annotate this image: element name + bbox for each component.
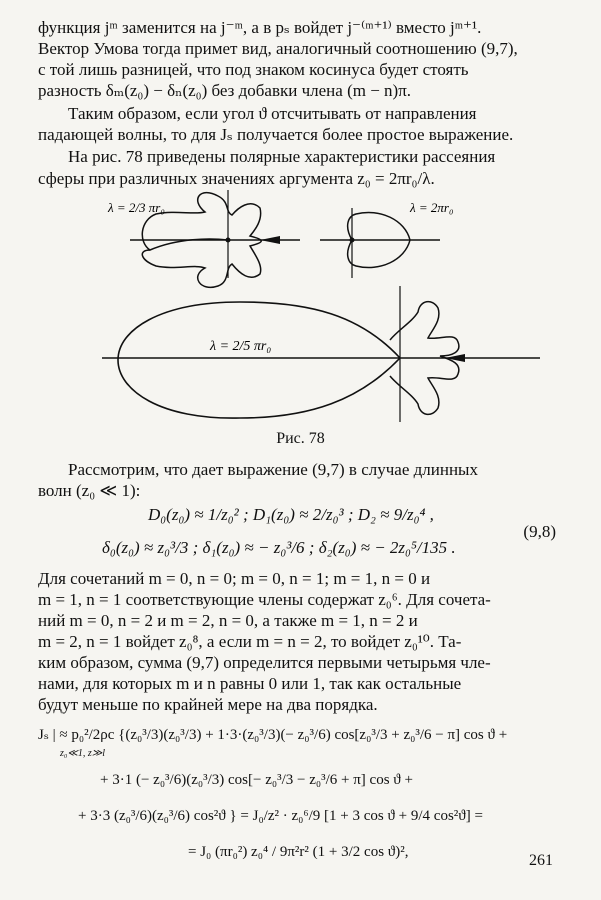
page-number: 261 [529,852,553,869]
text-line: с той лишь разницей, что под знаком косинуса будет стоять [38,60,469,79]
equation-final-line2: + 3·1 (− z₀³/6)(z₀³/3) cos[− z₀³/3 − z₀³/6 + π] cos ϑ + [100,772,413,788]
text-line: Вектор Умова тогда примет вид, аналогичный соотношению (9,7), [38,39,518,58]
text-line: m = 2, n = 1 войдет z₀⁸, а если m = n = 2, то войдет z₀¹⁰. Та- [38,632,462,651]
polar-diagram-c [102,286,540,422]
text-line: волн (z₀ ≪ 1): [38,481,141,500]
text-line: падающей волны, то для Jₛ получается более простое выражение. [38,125,514,144]
text-line: m = 1, n = 1 соответствующие члены содержат z₀⁶. Для сочета- [38,590,491,609]
text-line: На рис. 78 приведены полярные характеристики рассеяния [68,147,496,166]
text-line: будут меньше по крайней мере на два порядка. [38,695,378,714]
text-line: Рассмотрим, что дает выражение (9,7) в случае длинных [68,460,478,479]
polar-diagram-figure [60,190,550,425]
equation-final-line4: = J₀ (πr₀²) z₀⁴ / 9π²r² (1 + 3/2 cos ϑ)², [188,844,409,860]
text-line: функция jᵐ заменится на j⁻ᵐ, а в pₛ войдет j⁻⁽ᵐ⁺¹⁾ вместо jᵐ⁺¹. [38,18,482,37]
figure-label-c: λ = 2/5 πr₀ [210,339,272,354]
text-line: сферы при различных значениях аргумента z₀ = 2πr₀/λ. [38,169,435,188]
text-line: Таким образом, если угол ϑ отсчитывать от направления [68,104,477,123]
text-line: нами, для которых m и n равны 0 или 1, так как остальные [38,674,462,693]
equation-final-subscript: z₀≪1, z≫l [60,748,105,759]
equation-98-line2: δ₀(z₀) ≈ z₀³/3 ; δ₁(z₀) ≈ − z₀³/6 ; δ₂(z₀) ≈ − 2z₀⁵/135 . [102,538,456,557]
equation-98-line1: D₀(z₀) ≈ 1/z₀² ; D₁(z₀) ≈ 2/z₀³ ; D₂ ≈ 9/z₀⁴ , [148,505,434,524]
equation-final-line3: + 3·3 (z₀³/6)(z₀³/6) cos²ϑ } = J₀/z² · z₀⁶/9 [1 + 3 cos ϑ + 9/4 cos²ϑ] = [78,808,483,824]
equation-number: (9,8) [523,522,556,541]
figure-label-a: λ = 2/3 πr₀ [108,200,165,215]
polar-diagram-a [107,190,300,287]
text-line: ким образом, сумма (9,7) определится первыми четырьмя чле- [38,653,491,672]
text-line: Для сочетаний m = 0, n = 0; m = 0, n = 1; m = 1, n = 0 и [38,569,431,588]
equation-final-line1: Jₛ | ≈ p₀²/2ρc {(z₀³/3)(z₀³/3) + 1·3·(z₀³/3)(− z₀³/6) cos[z₀³/3 + z₀³/6 − π] cos ϑ + [38,727,508,743]
figure-label-b: λ = 2πr₀ [410,200,454,215]
text-line: ний m = 0, n = 2 и m = 2, n = 0, а также m = 1, n = 2 и [38,611,418,630]
figure-caption: Рис. 78 [276,430,325,447]
text-line: разность δₘ(z₀) − δₙ(z₀) без добавки члена (m − n)π. [38,81,412,100]
polar-diagram-b [320,200,454,278]
